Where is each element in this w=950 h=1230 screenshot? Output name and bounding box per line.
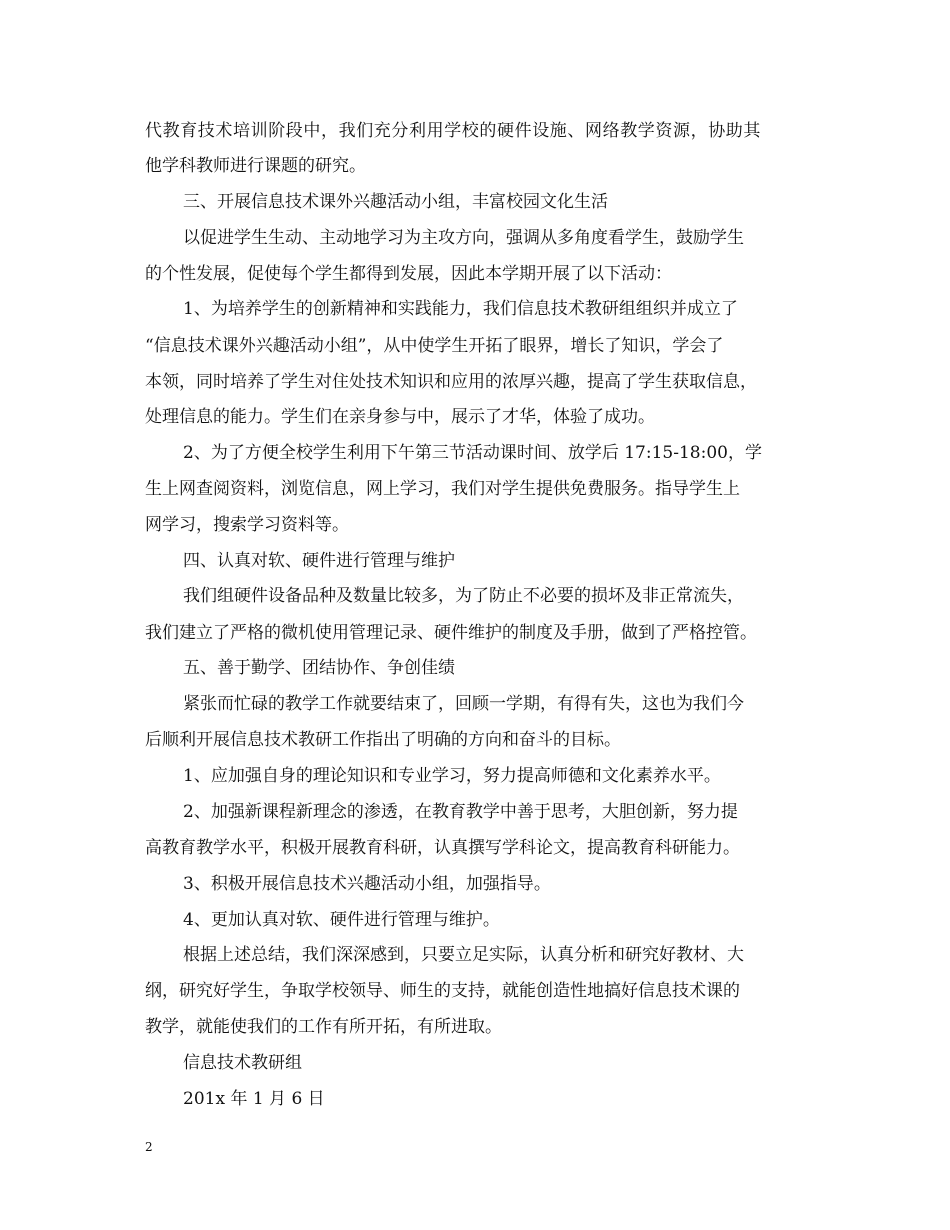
text-line: 高教育教学水平，积极开展教育科研，认真撰写学科论文，提高教育科研能力。 xyxy=(145,838,740,858)
text-line: 紧张而忙碌的教学工作就要结束了，回顾一学期，有得有失，这也为我们今 xyxy=(183,694,744,714)
text-line: 教学，就能使我们的工作有所开拓，有所进取。 xyxy=(145,1017,502,1037)
text-line: 的个性发展，促使每个学生都得到发展，因此本学期开展了以下活动： xyxy=(145,264,672,284)
text-line: 3、积极开展信息技术兴趣活动小组，加强指导。 xyxy=(183,874,551,894)
text-line: 本领，同时培养了学生对住处技术知识和应用的浓厚兴趣，提高了学生获取信息， xyxy=(145,372,757,392)
text-line: 1、应加强自身的理论知识和专业学习，努力提高师德和文化素养水平。 xyxy=(183,766,721,786)
text-line: 纲，研究好学生，争取学校领导、师生的支持，就能创造性地搞好信息技术课的 xyxy=(145,981,740,1001)
text-line: 后顺利开展信息技术教研工作指出了明确的方向和奋斗的目标。 xyxy=(145,730,621,750)
text-line: 4、更加认真对软、硬件进行管理与维护。 xyxy=(183,910,500,930)
text-line: 2、为了方便全校学生利用下午第三节活动课时间、放学后 17:15-18:00，学 xyxy=(183,443,762,463)
text-line: 2、加强新课程新理念的渗透，在教育教学中善于思考，大胆创新，努力提 xyxy=(183,802,738,822)
text-line: 网学习，搜索学习资料等。 xyxy=(145,515,349,535)
signature-organization: 信息技术教研组 xyxy=(183,1053,302,1073)
text-line: 我们建立了严格的微机使用管理记录、硬件维护的制度及手册，做到了严格控管。 xyxy=(145,623,757,643)
page-number: 2 xyxy=(145,1140,153,1154)
text-line: 生上网查阅资料，浏览信息，网上学习，我们对学生提供免费服务。指导学生上 xyxy=(145,479,740,499)
section-heading: 五、善于勤学、团结协作、争创佳绩 xyxy=(183,658,455,678)
signature-date: 201x 年 1 月 6 日 xyxy=(183,1089,325,1109)
text-line: “信息技术课外兴趣活动小组”，从中使学生开拓了眼界，增长了知识，学会了 xyxy=(145,336,724,356)
text-line: 代教育技术培训阶段中，我们充分利用学校的硬件设施、网络教学资源，协助其 xyxy=(145,121,761,141)
section-heading: 三、开展信息技术课外兴趣活动小组，丰富校园文化生活 xyxy=(183,192,608,212)
text-line: 他学科教师进行课题的研究。 xyxy=(145,156,366,176)
text-line: 1、为培养学生的创新精神和实践能力，我们信息技术教研组组织并成立了 xyxy=(183,299,738,319)
section-heading: 四、认真对软、硬件进行管理与维护 xyxy=(183,551,455,571)
text-line: 处理信息的能力。学生们在亲身参与中，展示了才华，体验了成功。 xyxy=(145,407,655,427)
text-line: 我们组硬件设备品种及数量比较多，为了防止不必要的损坏及非正常流失， xyxy=(183,586,744,606)
text-line: 根据上述总结，我们深深感到，只要立足实际，认真分析和研究好教材、大 xyxy=(183,945,744,965)
text-line: 以促进学生生动、主动地学习为主攻方向，强调从多角度看学生，鼓励学生 xyxy=(183,228,744,248)
